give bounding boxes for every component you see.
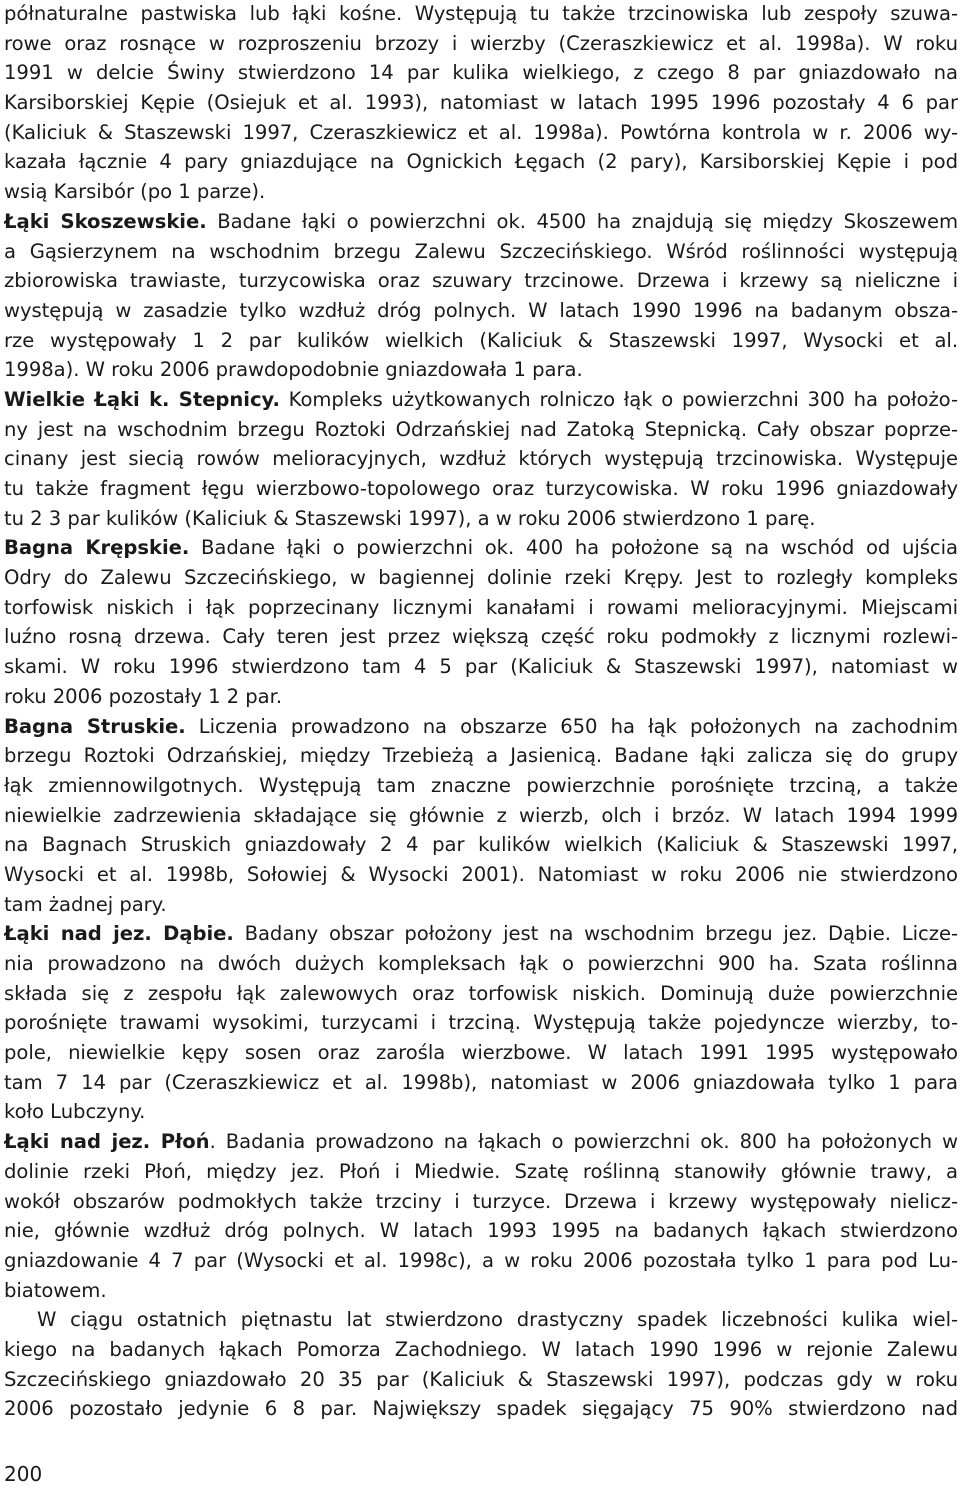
- text-line: [4, 890, 958, 920]
- body-text: [4, 0, 958, 1424]
- text-line: [4, 266, 958, 296]
- line-text: Kompleks użytkowanych rolniczo łąk o powierzchni 300 ha położo-: [279, 387, 958, 411]
- line-text: występują w zasadzie tylko wzdłuż dróg polnych. W latach 1990 1996 na badanym obsza-: [4, 298, 958, 322]
- line-text: Wysocki et al. 1998b, Sołowiej & Wysocki 2001). Natomiast w roku 2006 nie stwierdzono: [4, 862, 958, 886]
- text-line: [4, 326, 958, 356]
- line-text: a Gąsierzynem na wschodnim brzegu Zalewu Szczecińskiego. Wśród roślinności występują: [4, 239, 958, 263]
- text-line: [4, 29, 958, 59]
- text-line: [4, 712, 958, 742]
- line-text: torfowisk niskich i łąk poprzecinany licznymi kanałami i rowami melioracyjnymi. Miejscami: [4, 595, 958, 619]
- section-heading: Bagna Struskie.: [4, 714, 186, 738]
- text-line: [4, 207, 958, 237]
- line-text: 2006 pozostało jedynie 6 8 par. Największy spadek sięgający 75 90% stwierdzono nad: [4, 1397, 958, 1421]
- text-line: [4, 504, 958, 534]
- line-text: gniazdowanie 4 7 par (Wysocki et al. 1998c), a w roku 2006 pozostała tylko 1 para pod Lu-: [4, 1248, 958, 1272]
- line-text: brzegu Roztoki Odrzańskiej, między Trzebieżą a Jasienicą. Badane łąki zalicza się do grupy: [4, 744, 958, 768]
- text-line: [4, 830, 958, 860]
- line-text: nia prowadzono na dwóch dużych kompleksach łąk o powierzchni 900 ha. Szata roślinna: [4, 952, 958, 975]
- line-text: dolinie rzeki Płoń, między jez. Płoń i Miedwie. Szatę roślinną stanowiły głównie trawy, a: [4, 1159, 958, 1183]
- line-text: wsią Karsibór (po 1 parze).: [4, 180, 266, 204]
- line-text: rowe oraz rosnące w rozproszeniu brzozy i wierzby (Czeraszkiewicz et al. 1998a). W roku: [4, 31, 958, 55]
- text-line: [4, 563, 958, 593]
- line-text: . Badania prowadzono na łąkach o powierzchni ok. 800 ha położonych w: [209, 1130, 958, 1154]
- line-text: 1998a). W roku 2006 prawdopodobnie gniazdowała 1 para.: [4, 358, 583, 382]
- text-line: [4, 58, 958, 88]
- text-line: [4, 949, 958, 979]
- text-line: [4, 0, 958, 29]
- line-text: tu także fragment łęgu wierzbowo-topolowego oraz turzycowiska. W roku 1996 gniazdowały: [4, 477, 958, 500]
- line-text: pole, niewielkie kępy sosen oraz zarośla wierzbowe. W latach 1991 1995 występowało: [4, 1041, 958, 1065]
- line-text: tam żadnej pary.: [4, 892, 167, 916]
- text-line: [4, 860, 958, 890]
- text-line: [4, 1335, 958, 1365]
- section-heading: Łąki nad jez. Dąbie.: [4, 922, 234, 946]
- line-text: Szczecińskiego gniazdowało 20 35 par (Kaliciuk & Staszewski 1997), podczas gdy w roku: [4, 1367, 958, 1391]
- section-heading: Bagna Krępskie.: [4, 536, 190, 560]
- text-line: [4, 979, 958, 1009]
- line-text: Odry do Zalewu Szczecińskiego, w bagiennej dolinie rzeki Krępy. Jest to rozległy kompleks: [4, 566, 958, 590]
- text-line: [4, 652, 958, 682]
- text-line: [4, 415, 958, 445]
- line-text: biatowem.: [4, 1278, 107, 1302]
- line-text: składa się z zespołu łąk zalewowych oraz torfowisk niskich. Dominują duże powierzchnie: [4, 981, 958, 1005]
- line-text: (Kaliciuk & Staszewski 1997, Czeraszkiewicz et al. 1998a). Powtórna kontrola w r. 2006 wy-: [4, 120, 958, 144]
- line-text: półnaturalne pastwiska lub łąki kośne. Występują tu także trzcinowiska lub zespoły szuwa-: [4, 2, 958, 25]
- line-text: na Bagnach Struskich gniazdowały 2 4 par kulików wielkich (Kaliciuk & Staszewski 1997,: [4, 833, 958, 857]
- text-line: [4, 593, 958, 623]
- line-text: porośnięte trawami wysokimi, turzycami i trzciną. Występują także pojedyncze wierzby, to-: [4, 1011, 958, 1035]
- line-text: Badane łąki o powierzchni ok. 4500 ha znajdują się między Skoszewem: [206, 209, 958, 233]
- text-line: [4, 147, 958, 177]
- page-number: 200: [4, 1462, 43, 1486]
- line-text: 1991 w delcie Świny stwierdzono 14 par kulika wielkiego, z czego 8 par gniazdowało na: [4, 61, 958, 85]
- text-line: [4, 1246, 958, 1276]
- text-line: [4, 1187, 958, 1217]
- text-line: [4, 533, 958, 563]
- section-heading: Łąki Skoszewskie.: [4, 209, 207, 233]
- line-text: niewielkie zadrzewienia składające się głównie z wierzb, olch i brzóz. W latach 1994 1999: [4, 803, 958, 827]
- text-line: [4, 1365, 958, 1395]
- text-line: [4, 1008, 958, 1038]
- line-text: skami. W roku 1996 stwierdzono tam 4 5 par (Kaliciuk & Staszewski 1997), natomiast w: [4, 655, 958, 679]
- text-line: [4, 741, 958, 771]
- line-text: Badany obszar położony jest na wschodnim brzegu jez. Dąbie. Licze-: [233, 922, 958, 946]
- text-line: [4, 177, 958, 207]
- text-line: [4, 622, 958, 652]
- section-heading: Łąki nad jez. Płoń: [4, 1130, 210, 1154]
- line-text: Liczenia prowadzono na obszarze 650 ha łąk położonych na zachodnim: [185, 714, 958, 738]
- text-line: [4, 444, 958, 474]
- line-text: tam 7 14 par (Czeraszkiewicz et al. 1998b), natomiast w 2006 gniazdowała tylko 1 para: [4, 1070, 958, 1094]
- line-text: wokół obszarów podmokłych także trzciny i turzyce. Drzewa i krzewy występowały nielicz-: [4, 1189, 958, 1213]
- line-text: W ciągu ostatnich piętnastu lat stwierdzono drastyczny spadek liczebności kulika wiel-: [37, 1308, 958, 1332]
- text-line: [4, 1216, 958, 1246]
- line-text: roku 2006 pozostały 1 2 par.: [4, 684, 283, 708]
- text-line: [4, 1157, 958, 1187]
- text-line: [4, 1276, 958, 1306]
- text-line: [4, 1038, 958, 1068]
- text-line: [4, 296, 958, 326]
- line-text: łąk zmiennowilgotnych. Występują tam znaczne powierzchnie porośnięte trzciną, a także: [4, 773, 958, 797]
- line-text: tu 2 3 par kulików (Kaliciuk & Staszewski 1997), a w roku 2006 stwierdzono 1 parę.: [4, 506, 816, 530]
- text-line: [4, 682, 958, 712]
- line-text: ny jest na wschodnim brzegu Roztoki Odrzańskiej nad Zatoką Stepnicką. Cały obszar poprze-: [4, 417, 958, 441]
- line-text: Badane łąki o powierzchni ok. 400 ha położone są na wschód od ujścia: [189, 536, 958, 560]
- section-heading: Wielkie Łąki k. Stepnicy.: [4, 387, 280, 411]
- text-line: [4, 118, 958, 148]
- line-text: Karsiborskiej Kępie (Osiejuk et al. 1993), natomiast w latach 1995 1996 pozostały 4 6 par: [4, 91, 958, 115]
- line-text: rze występowały 1 2 par kulików wielkich (Kaliciuk & Staszewski 1997, Wysocki et al.: [4, 328, 958, 352]
- text-line: [4, 88, 958, 118]
- text-line: [4, 1097, 958, 1127]
- text-line: [4, 1394, 958, 1424]
- text-line: [4, 355, 958, 385]
- text-line: [4, 474, 958, 504]
- text-line: [4, 1068, 958, 1098]
- text-line: [4, 919, 958, 949]
- text-line: [4, 801, 958, 831]
- text-line: [4, 771, 958, 801]
- line-text: kiego na badanych łąkach Pomorza Zachodniego. W latach 1990 1996 w rejonie Zalewu: [4, 1337, 958, 1361]
- line-text: zbiorowiska trawiaste, turzycowiska oraz szuwary trzcinowe. Drzewa i krzewy są nieliczne i: [4, 269, 958, 293]
- line-text: cinany jest siecią rowów melioracyjnych, wzdłuż których występują trzcinowiska. Występuje: [4, 447, 958, 471]
- text-line: [4, 237, 958, 267]
- line-text: nie, głównie wzdłuż dróg polnych. W latach 1993 1995 na badanych łąkach stwierdzono: [4, 1219, 958, 1243]
- line-text: luźno rosną drzewa. Cały teren jest przez większą część roku podmokły z licznymi rozlewi-: [4, 625, 958, 649]
- text-line: [4, 1127, 958, 1157]
- line-text: kazała łącznie 4 pary gniazdujące na Ognickich Łęgach (2 pary), Karsiborskiej Kępie i pod: [4, 150, 958, 174]
- line-text: koło Lubczyny.: [4, 1100, 146, 1124]
- text-line: [4, 385, 958, 415]
- text-line: [4, 1305, 958, 1335]
